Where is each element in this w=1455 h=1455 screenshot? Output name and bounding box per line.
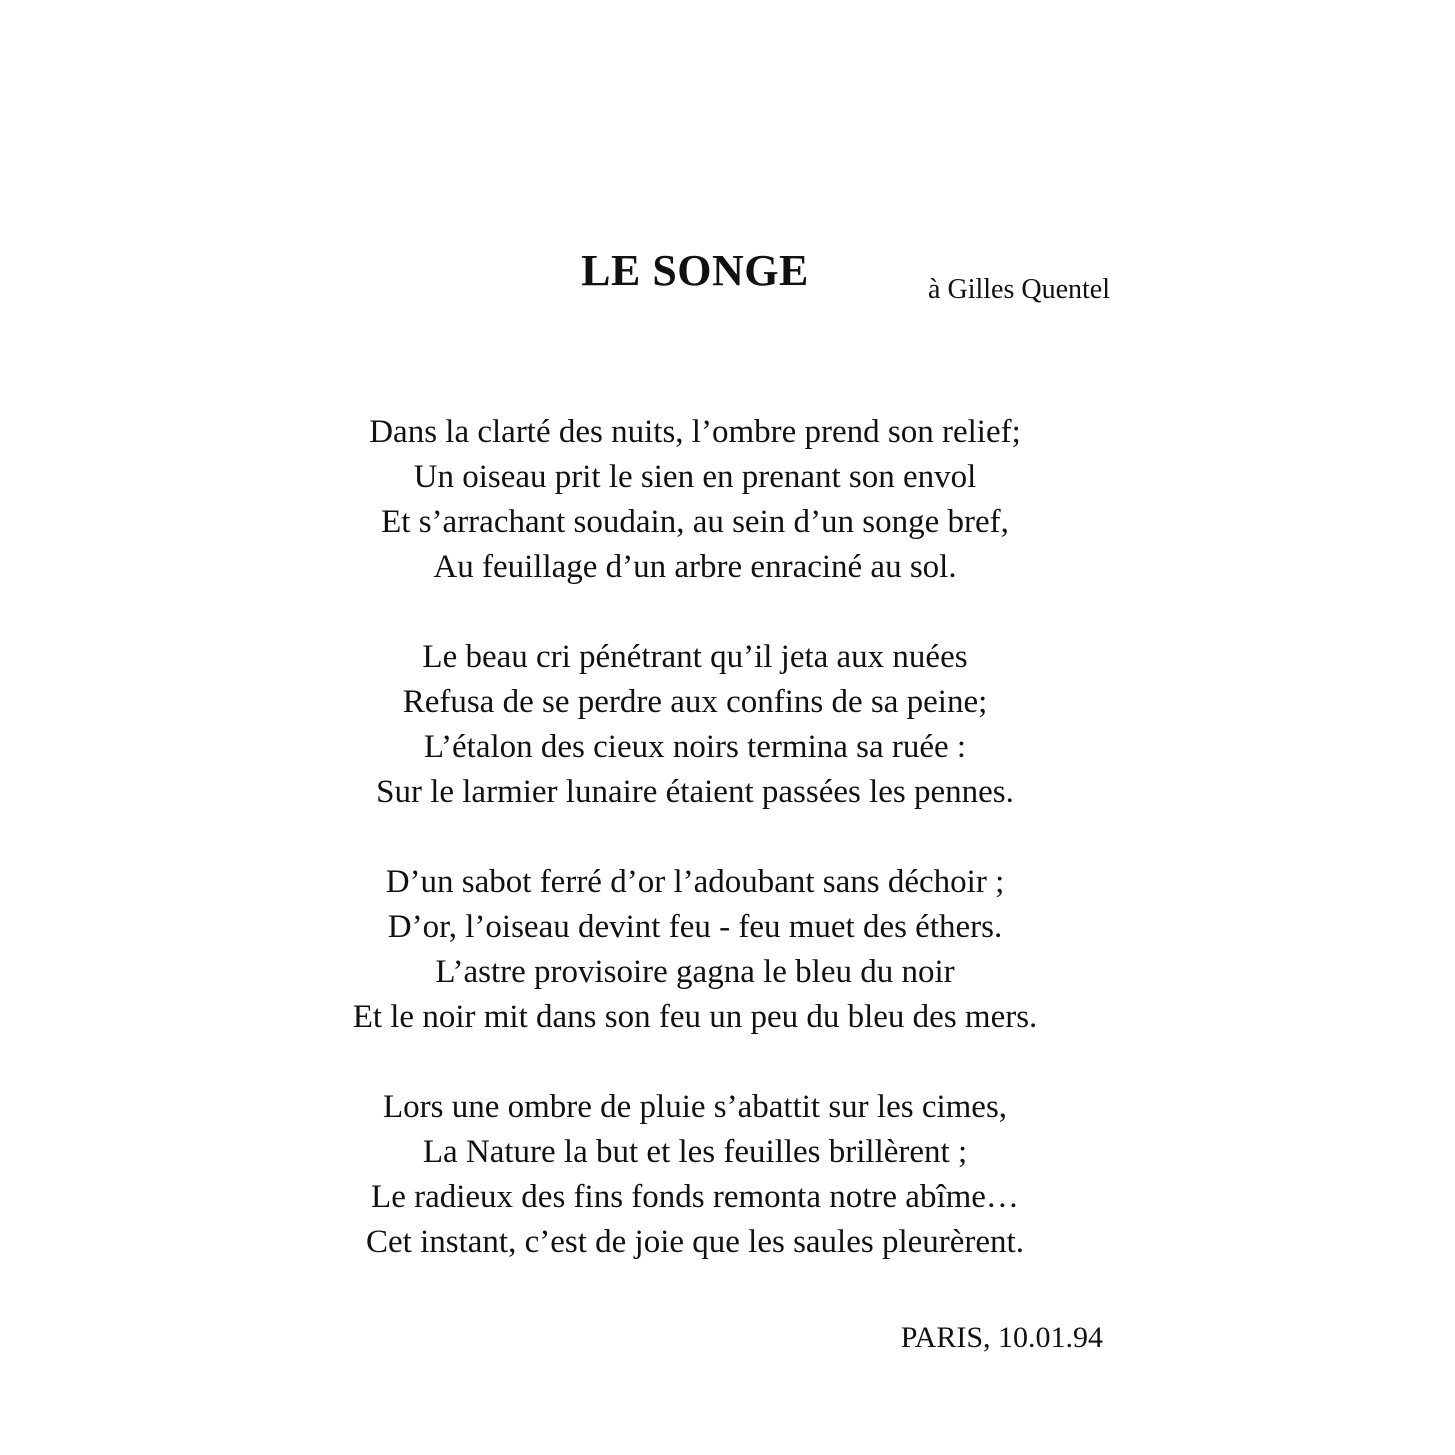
verse-line: Un oiseau prit le sien en prenant son envol — [413, 459, 977, 495]
verse-line: Et s’arrachant soudain, au sein d’un songe bref, — [381, 504, 1009, 540]
stanza — [245, 860, 1145, 1040]
dedication: à Gilles Quentel — [928, 274, 1110, 305]
verse-line: Refusa de se perdre aux confins de sa peine; — [402, 684, 988, 720]
verse-line: Et le noir mit dans son feu un peu du bleu des mers. — [352, 999, 1038, 1035]
stanza — [245, 410, 1145, 590]
verse-line: Le radieux des fins fonds remonta notre abîme… — [371, 1179, 1019, 1215]
place-date-signature: PARIS, 10.01.94 — [900, 1321, 1103, 1354]
verse-line: Sur le larmier lunaire étaient passées les pennes. — [376, 774, 1014, 810]
verse-line: D’or, l’oiseau devint feu - feu muet des éthers. — [387, 909, 1003, 945]
verse-line: Au feuillage d’un arbre enraciné au sol. — [433, 549, 957, 585]
verse-line: Cet instant, c’est de joie que les saules pleurèrent. — [366, 1224, 1024, 1260]
verse-line: Le beau cri pénétrant qu’il jeta aux nuées — [422, 639, 968, 675]
verse-line: L’étalon des cieux noirs termina sa ruée : — [423, 729, 967, 765]
verse-line: La Nature la but et les feuilles brillèrent ; — [422, 1134, 968, 1170]
stanza — [245, 1085, 1145, 1265]
poem-title: LE SONGE — [581, 246, 809, 296]
poem-body — [245, 410, 1145, 1265]
stanza — [245, 635, 1145, 815]
verse-line: L’astre provisoire gagna le bleu du noir — [435, 954, 955, 990]
verse-line: D’un sabot ferré d’or l’adoubant sans déchoir ; — [385, 864, 1005, 900]
verse-line: Dans la clarté des nuits, l’ombre prend son relief; — [369, 414, 1021, 450]
verse-line: Lors une ombre de pluie s’abattit sur les cimes, — [382, 1089, 1008, 1125]
